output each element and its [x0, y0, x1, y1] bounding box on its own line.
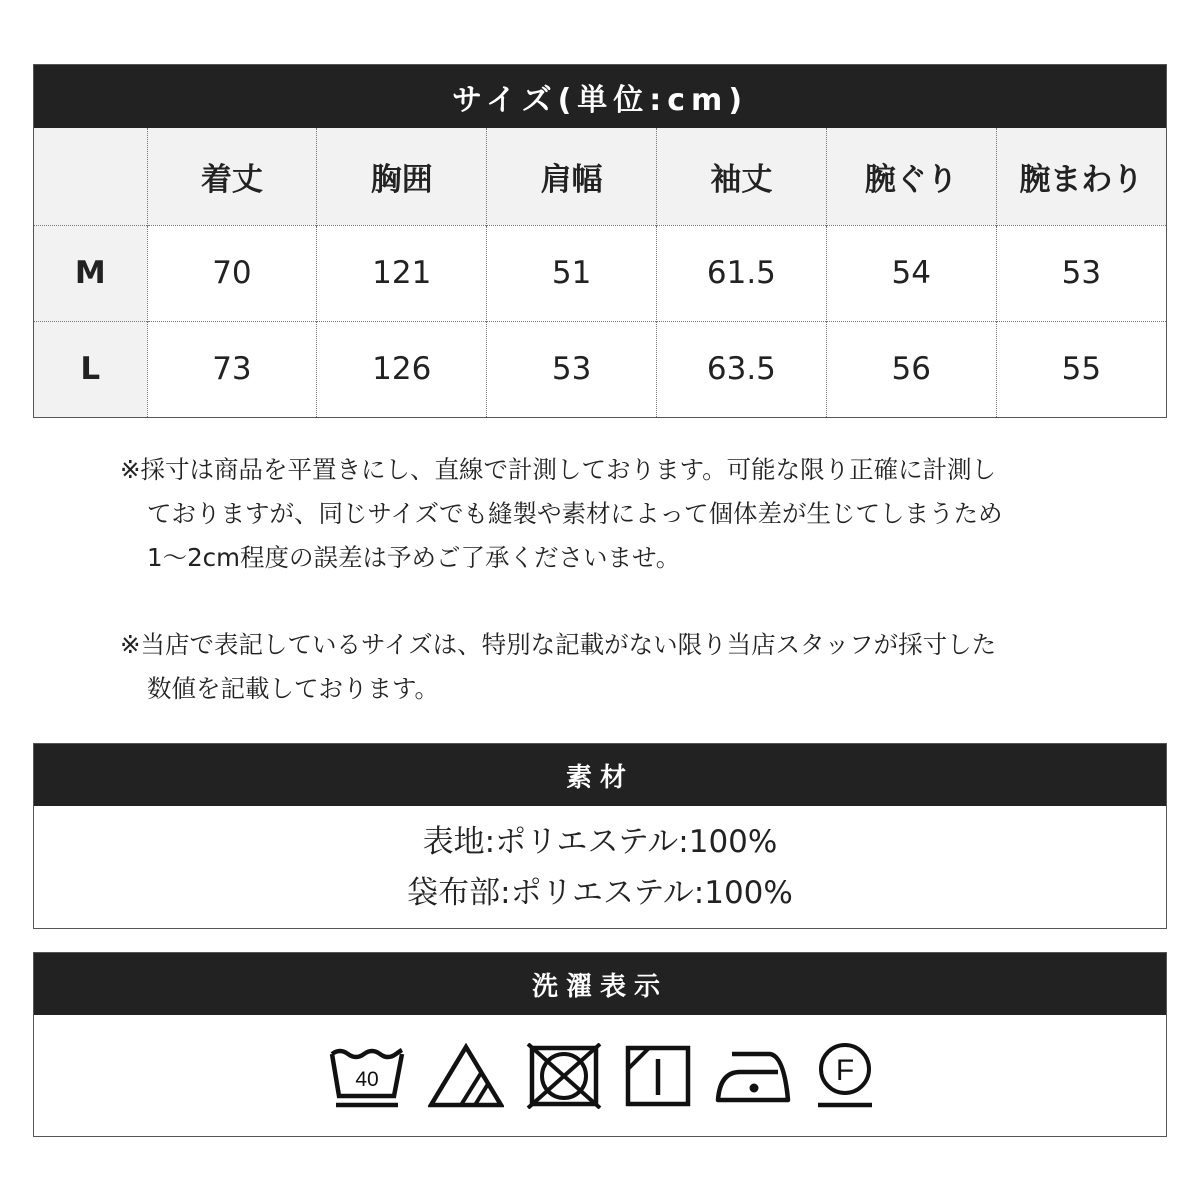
header-arm-circumference: 腕まわり	[996, 128, 1166, 225]
table-cell: 53	[487, 321, 657, 417]
table-cell: 51	[487, 225, 657, 321]
note-line: ておりますが、同じサイズでも縫製や素材によって個体差が生じてしまうため	[147, 499, 1003, 528]
table-cell: 55	[996, 321, 1166, 417]
size-section-title: サイズ(単位:cm)	[34, 65, 1166, 128]
header-length: 着丈	[147, 128, 317, 225]
size-table-header-row	[34, 128, 1166, 225]
size-table	[34, 128, 1166, 417]
bleach-oxygen-only-icon	[428, 1043, 504, 1109]
dryclean-label: F	[835, 1053, 855, 1087]
table-cell: 63.5	[656, 321, 826, 417]
header-sleeve: 袖丈	[656, 128, 826, 225]
wash-section-title: 洗濯表示	[34, 953, 1166, 1015]
no-tumble-dry-icon	[526, 1043, 602, 1109]
table-cell: 73	[147, 321, 317, 417]
table-row	[34, 225, 1166, 321]
note-line: ※採寸は商品を平置きにし、直線で計測しております。可能な限り正確に計測し	[120, 455, 997, 484]
material-outer: 表地:ポリエステル:100%	[422, 824, 778, 860]
size-label: M	[34, 225, 147, 321]
material-body	[34, 806, 1166, 919]
note-line: 数値を記載しております。	[147, 674, 440, 703]
header-shoulder: 肩幅	[487, 128, 657, 225]
note-line: 1〜2cm程度の誤差は予めご了承くださいませ。	[147, 543, 681, 572]
wash-temp-label: 40	[355, 1067, 379, 1091]
iron-low-icon	[714, 1046, 792, 1106]
table-cell: 121	[317, 225, 487, 321]
table-cell: 53	[996, 225, 1166, 321]
table-row	[34, 321, 1166, 417]
wash-40-icon	[328, 1044, 406, 1108]
line-dry-shade-icon	[624, 1043, 692, 1109]
material-section	[33, 743, 1167, 929]
table-cell: 56	[826, 321, 996, 417]
wash-section	[33, 952, 1167, 1137]
measurement-notes	[120, 448, 1110, 711]
wash-icon-row	[34, 1015, 1166, 1136]
table-cell: 61.5	[656, 225, 826, 321]
size-section	[33, 64, 1167, 418]
material-section-title: 素材	[34, 744, 1166, 806]
table-cell: 70	[147, 225, 317, 321]
header-chest: 胸囲	[317, 128, 487, 225]
header-armhole: 腕ぐり	[826, 128, 996, 225]
size-table-corner	[34, 128, 147, 225]
size-label: L	[34, 321, 147, 417]
table-cell: 126	[317, 321, 487, 417]
note-size-source	[120, 623, 1110, 711]
material-pocket: 袋布部:ポリエステル:100%	[407, 875, 793, 911]
dryclean-f-gentle-icon	[814, 1041, 876, 1111]
note-measurement-method	[120, 448, 1110, 580]
table-cell: 54	[826, 225, 996, 321]
note-line: ※当店で表記しているサイズは、特別な記載がない限り当店スタッフが採寸した	[120, 630, 997, 659]
